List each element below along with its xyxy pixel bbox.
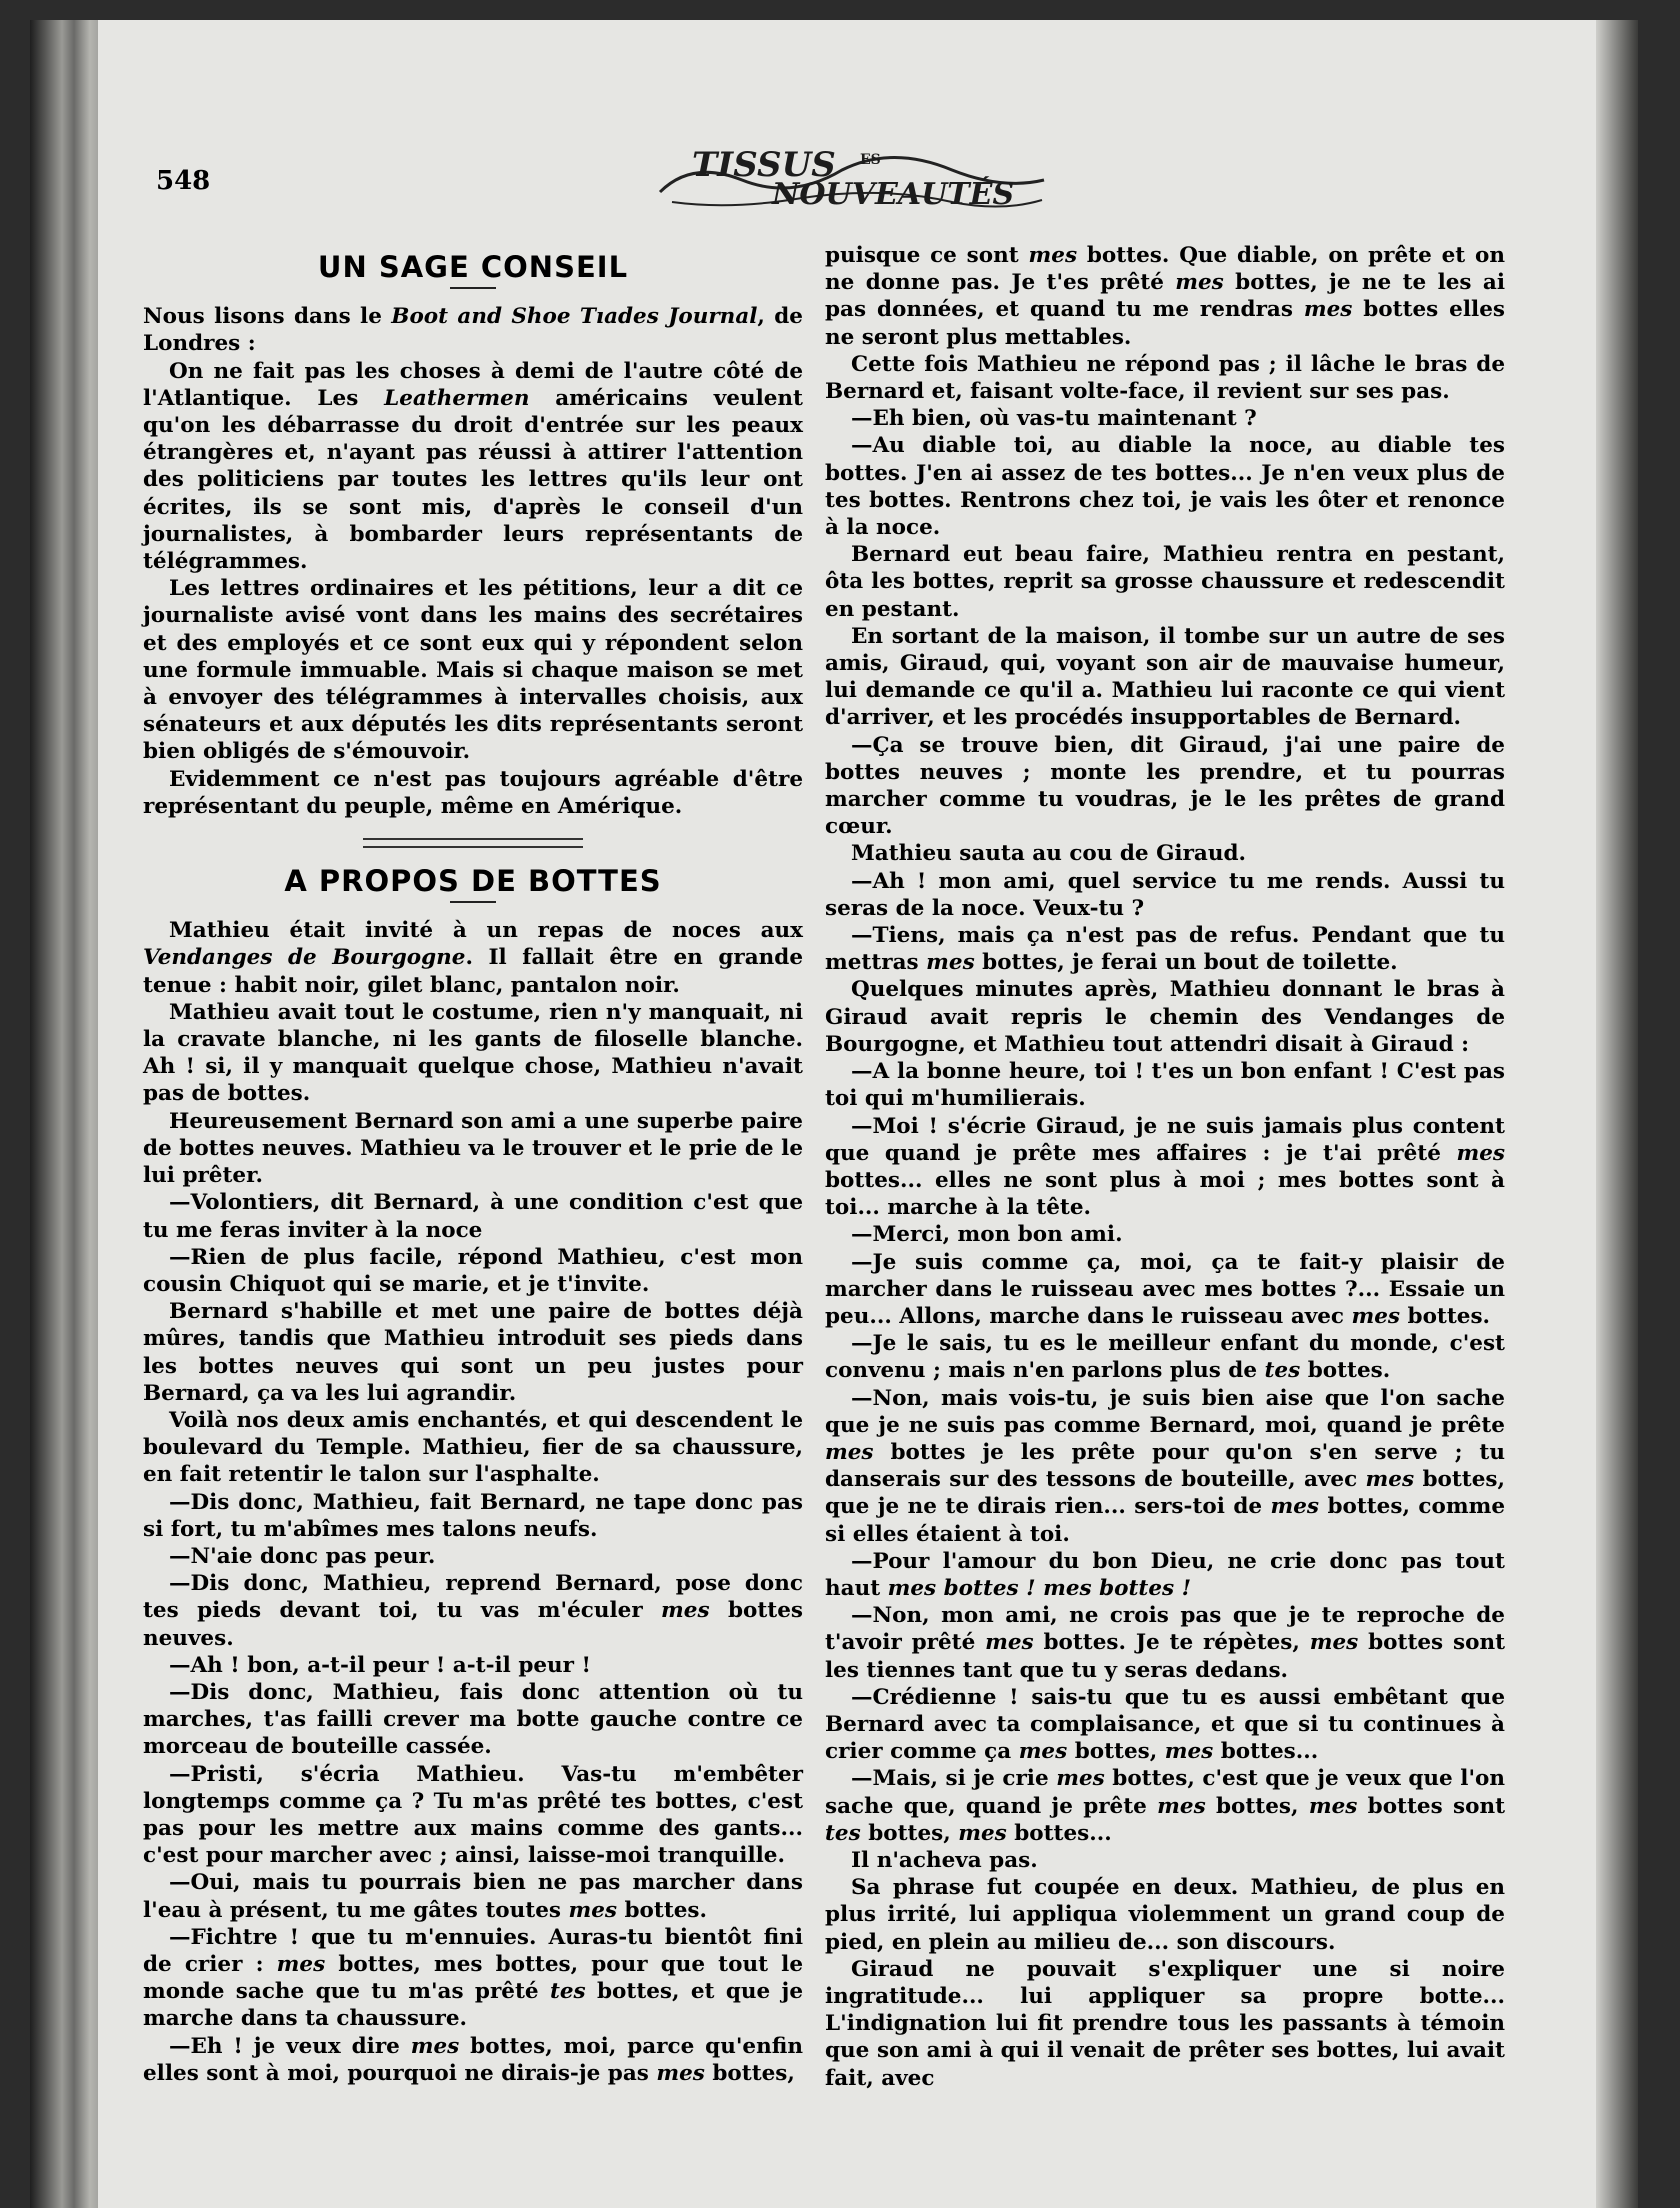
article2-paragraph: —Je suis comme ça, moi, ça te fait-y plaisir de marcher dans le ruisseau avec mes bottes ?... Essaie un peu... Allons, marche dans le ruisseau avec mes bottes.	[825, 1249, 1505, 1329]
article1-paragraph: On ne fait pas les choses à demi de l'autre côté de l'Atlantique. Les Leathermen américains veulent qu'on les débarrasse du droit d'entrée sur les peaux étrangères et, n'ayant pas réussi à attirer l'attention des politiciens par toutes les lettres qu'ils leur ont écrites, ils se sont mis, d'après le conseil d'un journalistes, à bombarder leurs représentants de télégrammes.	[143, 358, 803, 575]
section-divider	[363, 838, 583, 848]
article2-paragraph: Bernard s'habille et met une paire de bottes déjà mûres, tandis que Mathieu introduit ses pieds dans les bottes neuves qui sont un peu justes pour Bernard, ça va les lui agrandir.	[143, 1299, 803, 1406]
article2-paragraph: En sortant de la maison, il tombe sur un autre de ses amis, Giraud, qui, voyant son air de mauvaise humeur, lui demande ce qu'il a. Mathieu lui raconte ce qui vient d'arriver, et les procédés insupportables de Bernard.	[825, 623, 1505, 731]
article2-paragraph: Mathieu avait tout le costume, rien n'y manquait, ni la cravate blanche, ni les gants de filoselle blanche. Ah ! si, il y manquait quelque chose, Mathieu n'avait pas de bottes.	[143, 999, 803, 1107]
article2-paragraph: —Non, mon ami, ne crois pas que je te reproche de t'avoir prêté mes bottes. Je te répètes, mes bottes sont les tiennes tant que tu y seras dedans.	[825, 1603, 1506, 1683]
article2-paragraph: Sa phrase fut coupée en deux. Mathieu, de plus en plus irrité, lui appliqua violemment un grand coup de pied, en plein au milieu de... son discours.	[825, 1875, 1505, 1955]
article1-paragraph: Evidemment ce n'est pas toujours agréable d'être représentant du peuple, même en Amérique.	[143, 766, 803, 819]
article2-paragraph: —Tiens, mais ça n'est pas de refus. Pendant que tu mettras mes bottes, je ferai un bout de toilette.	[825, 923, 1505, 976]
article2-paragraph: —Eh ! je veux dire mes bottes, moi, parce qu'enfin elles sont à moi, pourquoi ne dirais-je pas mes bottes,	[143, 2033, 803, 2086]
article2-paragraph: —Mais, si je crie mes bottes, c'est que je veux que l'on sache que, quand je prête mes bottes, mes bottes sont tes bottes, mes bottes...	[825, 1766, 1506, 1846]
article2-paragraph: —Au diable toi, au diable la noce, au diable tes bottes. J'en ai assez de tes bottes... Je n'en veux plus de tes bottes. Rentrons chez toi, je vais les ôter et renonce à la noce.	[825, 433, 1505, 541]
article2-paragraph: —Merci, mon bon ami.	[851, 1222, 1123, 1248]
article2-paragraph: Il n'acheva pas.	[851, 1847, 1038, 1873]
page-gutter-shadow	[1596, 20, 1638, 2208]
article1-paragraph: Les lettres ordinaires et les pétitions, leur a dit ce journaliste avisé vont dans les mains des secrétaires et des employés et ce sont eux qui y répondent selon une formule immuable. Mais si chaque maison se met à envoyer des télégrammes à intervalles choisis, aux sénateurs et aux députés les dits représentants seront bien obligés de s'émouvoir.	[143, 576, 803, 765]
article1-paragraph: Nous lisons dans le Boot and Shoe Tıades Journal, de Londres :	[143, 304, 803, 357]
article2-paragraph: —Pour l'amour du bon Dieu, ne crie donc pas tout haut mes bottes ! mes bottes !	[825, 1548, 1505, 1601]
article2-paragraph: —Non, mais vois-tu, je suis bien aise que l'on sache que je ne suis pas comme Bernard, moi, quand je prête mes bottes je les prête pour qu'on s'en serve ; tu danserais sur des tessons de bouteille, avec mes bottes, que je ne te dirais rien... sers-toi de mes bottes, comme si elles étaient à toi.	[825, 1385, 1505, 1547]
article2-paragraph: —Oui, mais tu pourrais bien ne pas marcher dans l'eau à présent, tu me gâtes toutes mes bottes.	[143, 1870, 803, 1923]
article2-paragraph: —A la bonne heure, toi ! t'es un bon enfant ! C'est pas toi qui m'humilierais.	[825, 1059, 1505, 1112]
masthead-logo	[652, 140, 1052, 216]
article2-paragraph: —Eh bien, où vas-tu maintenant ?	[851, 406, 1257, 432]
article2-paragraph: —Dis donc, Mathieu, reprend Bernard, pose donc tes pieds devant toi, tu vas m'éculer mes bottes neuves.	[143, 1571, 803, 1651]
article2-paragraph: —Rien de plus facile, répond Mathieu, c'est mon cousin Chiquot qui se marie, et je t'invite.	[143, 1244, 803, 1297]
article2-paragraph: Giraud ne pouvait s'expliquer une si noire ingratitude... lui appliquer sa propre botte... L'indignation lui fit prendre tous les passants à témoin que son ami à qui il venait de prêter ses bottes, lui avait fait, avec	[825, 1956, 1505, 2091]
article2-paragraph: —Crédienne ! sais-tu que tu es aussi embêtant que Bernard avec ta complaisance, et que si tu continues à crier comme ça mes bottes, mes bottes...	[825, 1684, 1505, 1765]
article2-paragraph: Quelques minutes après, Mathieu donnant le bras à Giraud avait repris le chemin des Vendanges de Bourgogne, et Mathieu tout attendri disait à Giraud :	[825, 977, 1505, 1057]
masthead-small: ES	[860, 152, 881, 168]
article2-paragraph: Mathieu était invité à un repas de noces aux Vendanges de Bourgogne. Il fallait être en grande tenue : habit noir, gilet blanc, pantalon noir.	[143, 918, 803, 998]
right-column	[825, 242, 1505, 2092]
masthead-word-2: NOUVEAUTÉS	[772, 177, 1015, 212]
article2-right-body	[825, 242, 1505, 2092]
article2-paragraph: —Ah ! bon, a-t-il peur ! a-t-il peur !	[169, 1652, 591, 1678]
title-rule	[450, 287, 496, 289]
article2-paragraph: Heureusement Bernard son ami a une superbe paire de bottes neuves. Mathieu va le trouver et le prie de le lui prêter.	[143, 1108, 803, 1189]
title-rule	[450, 901, 496, 903]
left-column	[143, 250, 803, 2087]
article2-paragraph: —Dis donc, Mathieu, fais donc attention où tu marches, t'as failli crever ma botte gauche contre ce morceau de bouteille cassée.	[143, 1679, 803, 1760]
page-number: 548	[156, 166, 211, 196]
article2-paragraph: —Dis donc, Mathieu, fait Bernard, ne tape donc pas si fort, tu m'abîmes mes talons neufs.	[143, 1489, 803, 1542]
article2-paragraph: Voilà nos deux amis enchantés, et qui descendent le boulevard du Temple. Mathieu, fier de sa chaussure, en fait retentir le talon sur l'asphalte.	[143, 1407, 803, 1488]
article2-paragraph: —Ça se trouve bien, dit Giraud, j'ai une paire de bottes neuves ; monte les prendre, et tu pourras marcher comme tu voudras, je le les prêtes de grand cœur.	[825, 732, 1505, 840]
article2-paragraph: —Fichtre ! que tu m'ennuies. Auras-tu bientôt fini de crier : mes bottes, mes bottes, pour que tout le monde sache que tu m'as prêté tes bottes, et que je marche dans ta chaussure.	[143, 1924, 803, 2032]
article2-left-body	[143, 917, 803, 2087]
article2-paragraph: puisque ce sont mes bottes. Que diable, on prête et on ne donne pas. Je t'es prêté mes bottes, je ne te les ai pas données, et quand tu me rendras mes bottes elles ne seront plus mettables.	[825, 243, 1506, 350]
article1-title: UN SAGE CONSEIL	[317, 250, 629, 284]
article2-paragraph: Cette fois Mathieu ne répond pas ; il lâche le bras de Bernard et, faisant volte-face, il revient sur ses pas.	[825, 351, 1505, 405]
article2-paragraph: —Je le sais, tu es le meilleur enfant du monde, c'est convenu ; mais n'en parlons plus de tes bottes.	[825, 1331, 1505, 1384]
article2-paragraph: Bernard eut beau faire, Mathieu rentra en pestant, ôta les bottes, reprit sa grosse chaussure et redescendit en pestant.	[825, 542, 1505, 622]
article2-paragraph: —Moi ! s'écrie Giraud, je ne suis jamais plus content que quand je prête mes affaires : je t'ai prêté mes bottes... elles ne sont plus à moi ; mes bottes sont à toi... marche à la tête.	[825, 1113, 1505, 1221]
article2-paragraph: —Pristi, s'écria Mathieu. Vas-tu m'embêter longtemps comme ça ? Tu m'as prêté tes bottes, c'est pas pour les mettre aux mains comme des gants... c'est pour marcher avec ; ainsi, laisse-moi tranquille.	[143, 1761, 803, 1869]
article2-paragraph: Mathieu sauta au cou de Giraud.	[851, 841, 1246, 867]
article2-paragraph: —Ah ! mon ami, quel service tu me rends. Aussi tu seras de la noce. Veux-tu ?	[825, 868, 1505, 921]
masthead-word-1: TISSUS	[692, 145, 836, 185]
article2-paragraph: —N'aie donc pas peur.	[169, 1543, 436, 1569]
article2-paragraph: —Volontiers, dit Bernard, à une condition c'est que tu me feras inviter à la noce	[143, 1190, 803, 1243]
article2-title: A PROPOS DE BOTTES	[284, 864, 662, 899]
